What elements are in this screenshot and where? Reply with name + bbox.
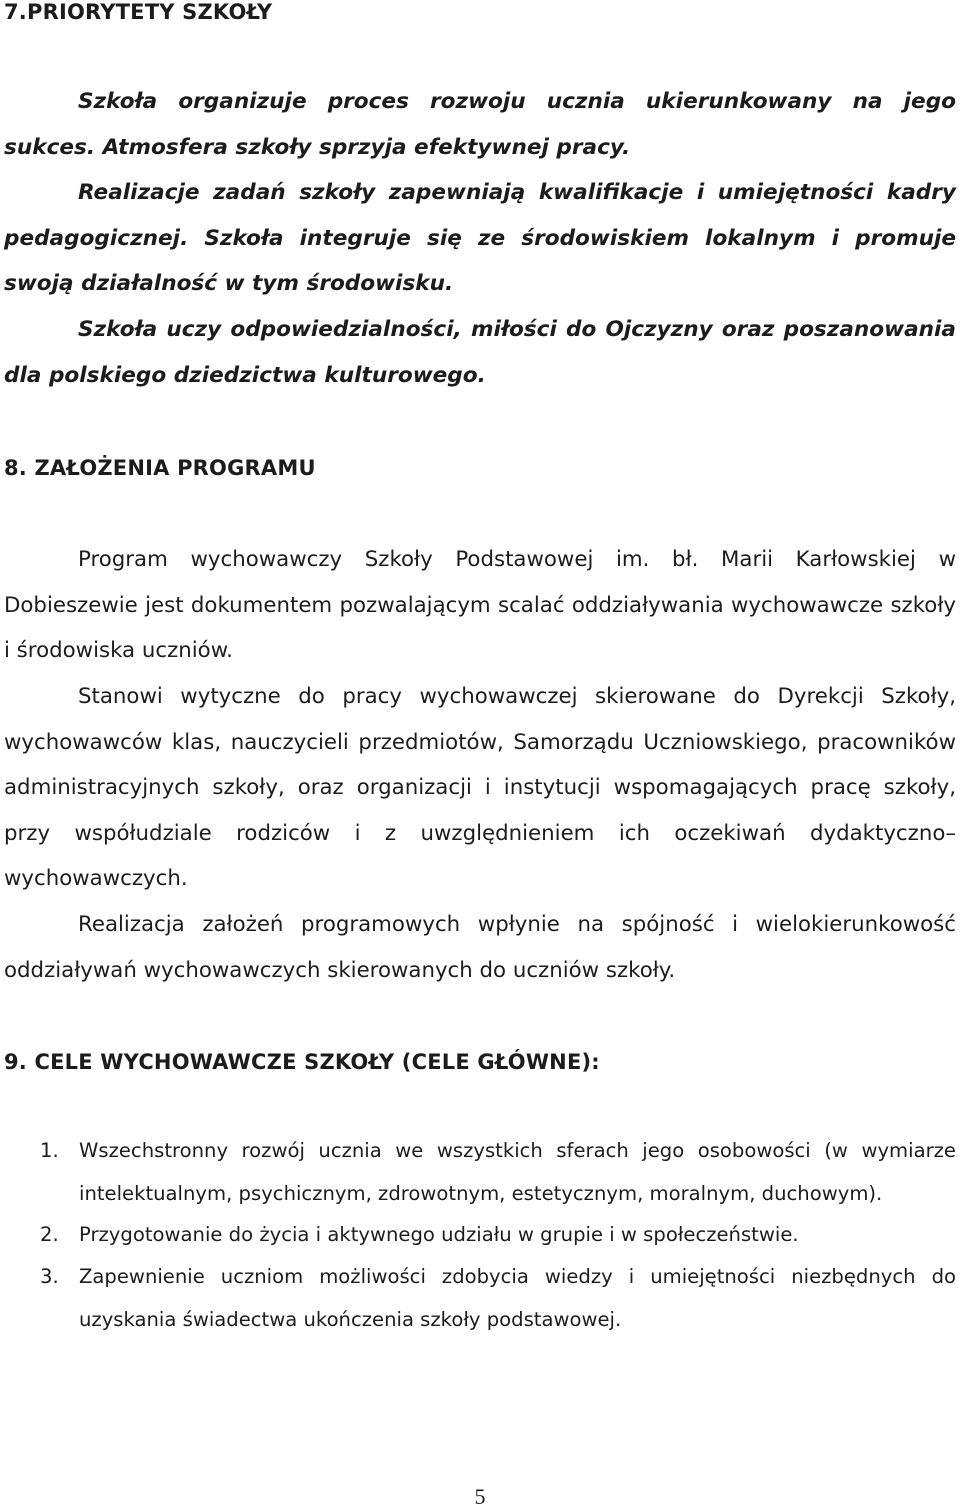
section-7-paragraph-2: Realizacje zadań szkoły zapewniają kwalifikacje i umiejętności kadry pedagogicznej. Szkoła integruje się ze środowiskiem lokalnym i promuje swoją działalność w tym środowisku. [4, 180, 956, 296]
section-7-paragraph-3: Szkoła uczy odpowiedzialności, miłości do Ojczyzny oraz poszanowania dla polskiego dziedzictwa kulturowego. [4, 317, 956, 388]
list-item-number: 3. [40, 1265, 59, 1288]
section-8-heading: 8. ZAŁOŻENIA PROGRAMU [4, 456, 316, 480]
list-item-number: 1. [40, 1139, 59, 1162]
list-item-number: 2. [40, 1223, 59, 1246]
section-8-paragraph-1: Program wychowawczy Szkoły Podstawowej im. bł. Marii Karłowskiej w Dobieszewie jest dokumentem pozwalającym scalać oddziaływania wychowawcze szkoły i środowiska uczniów. [4, 547, 956, 663]
section-8-paragraph-2: Stanowi wytyczne do pracy wychowawczej skierowane do Dyrekcji Szkoły, wychowawców klas, nauczycieli przedmiotów, Samorządu Uczniowskiego, pracowników administracyjnych szkoły, oraz organizacji i instytucji wspomagających pracę szkoły, przy współudziale rodziców i z uwzględnieniem ich oczekiwań dydaktyczno–wychowawczych. [4, 684, 956, 891]
section-7-paragraph-1: Szkoła organizuje proces rozwoju ucznia ukierunkowany na jego sukces. Atmosfera szkoły sprzyja efektywnej pracy. [4, 89, 956, 160]
list-item-text: Przygotowanie do życia i aktywnego udziału w grupie i w społeczeństwie. [79, 1223, 799, 1246]
goal-list-item-2 [40, 1213, 956, 1256]
section-9-heading: 9. CELE WYCHOWAWCZE SZKOŁY (CELE GŁÓWNE): [4, 1050, 600, 1074]
section-7-heading: 7.PRIORYTETY SZKOŁY [4, 0, 273, 24]
page-number: 5 [474, 1484, 486, 1509]
goal-list-item-3 [40, 1255, 956, 1341]
list-item-text: Zapewnienie uczniom możliwości zdobycia wiedzy i umiejętności niezbędnych do uzyskania świadectwa ukończenia szkoły podstawowej. [79, 1265, 956, 1331]
goal-list-item-1 [40, 1129, 956, 1215]
list-item-text: Wszechstronny rozwój ucznia we wszystkich sferach jego osobowości (w wymiarze intelektualnym, psychicznym, zdrowotnym, estetycznym, moralnym, duchowym). [79, 1139, 956, 1205]
section-8-paragraph-3: Realizacja założeń programowych wpłynie na spójność i wielokierunkowość oddziaływań wychowawczych skierowanych do uczniów szkoły. [4, 912, 956, 983]
